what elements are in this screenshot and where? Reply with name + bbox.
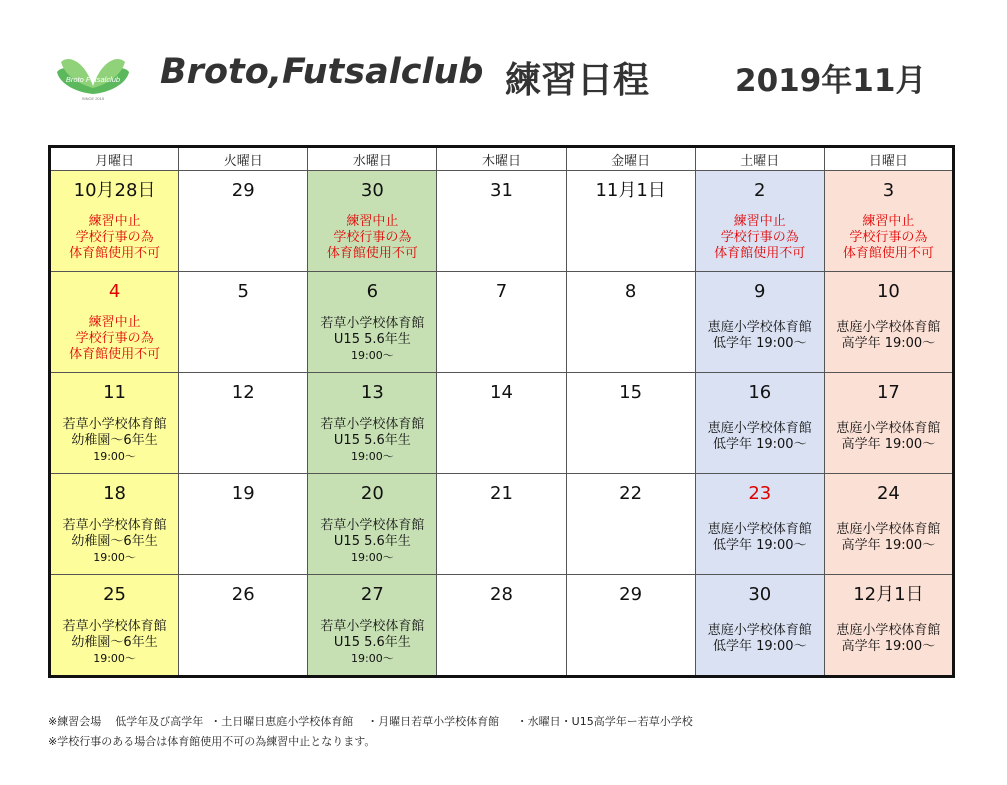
day-cell-tue — [179, 272, 308, 373]
practice-info — [825, 623, 952, 655]
day-cell-wed — [308, 272, 437, 373]
month-label: 2019年11月 — [735, 63, 927, 99]
day-number: 30 — [748, 584, 772, 605]
day-cell-tue — [179, 575, 308, 677]
day-cell-thu — [437, 575, 566, 677]
practice-info — [825, 320, 952, 352]
venue-name: 若草小学校体育館 — [62, 417, 167, 432]
day-number: 24 — [876, 483, 900, 504]
calendar-week-row — [50, 575, 954, 677]
venue-name: 若草小学校体育館 — [320, 619, 425, 634]
day-number: 10月28日 — [73, 180, 156, 201]
page-header — [0, 0, 1007, 140]
cancellation-note: 練習中止 学校行事の為 体育館使用不可 — [842, 214, 934, 261]
practice-info — [308, 518, 436, 565]
practice-time: 19:00〜 — [351, 652, 394, 665]
cancellation-note: 練習中止 学校行事の為 体育館使用不可 — [326, 214, 418, 261]
day-number: 29 — [231, 180, 255, 201]
day-number: 28 — [490, 584, 513, 605]
venue-name: 恵庭小学校体育館 — [707, 522, 812, 537]
practice-calendar — [48, 145, 955, 678]
day-cell-sat — [695, 272, 824, 373]
practice-info — [696, 522, 824, 554]
venue-name: 若草小学校体育館 — [62, 518, 167, 533]
practice-info — [696, 421, 824, 453]
day-cell-sun — [824, 474, 953, 575]
day-cell-thu — [437, 373, 566, 474]
day-cell-mon — [50, 272, 179, 373]
practice-time: 19:00〜 — [351, 349, 394, 362]
day-cell-sun — [824, 272, 953, 373]
day-number: 21 — [490, 483, 513, 504]
practice-info — [308, 316, 436, 363]
calendar-week-row — [50, 171, 954, 272]
club-logo — [55, 48, 131, 102]
day-number: 23 — [748, 483, 772, 504]
practice-time: 19:00〜 — [93, 652, 136, 665]
footer-cancel-note: ※学校行事のある場合は体育館使用不可の為練習中止となります。 — [48, 735, 376, 748]
group-label: 高学年 19:00〜 — [841, 437, 936, 452]
day-cell-wed — [308, 171, 437, 272]
practice-time: 19:00〜 — [93, 551, 136, 564]
venue-name: 恵庭小学校体育館 — [707, 623, 812, 638]
venue-name: 恵庭小学校体育館 — [707, 421, 812, 436]
group-label: 高学年 19:00〜 — [841, 639, 936, 654]
day-number: 17 — [876, 382, 900, 403]
calendar-week-row — [50, 373, 954, 474]
day-cell-sat — [695, 171, 824, 272]
group-label: U15 5.6年生 — [333, 635, 411, 650]
practice-info — [696, 320, 824, 352]
group-label: 高学年 19:00〜 — [841, 538, 936, 553]
practice-info — [308, 417, 436, 464]
day-cell-mon — [50, 575, 179, 677]
day-number: 4 — [108, 281, 121, 302]
calendar-week-row — [50, 474, 954, 575]
day-cell-fri — [566, 171, 695, 272]
day-number: 8 — [624, 281, 637, 302]
cancellation-note: 練習中止 学校行事の為 体育館使用不可 — [69, 214, 161, 261]
day-cell-fri — [566, 575, 695, 677]
day-number: 19 — [231, 483, 255, 504]
group-label: 低学年 19:00〜 — [712, 639, 807, 654]
day-cell-thu — [437, 171, 566, 272]
venue-name: 若草小学校体育館 — [320, 518, 425, 533]
venue-name: 若草小学校体育館 — [62, 619, 167, 634]
day-cell-sat — [695, 474, 824, 575]
weekday-fri: 金曜日 — [566, 147, 695, 171]
weekday-thu: 木曜日 — [437, 147, 566, 171]
day-cell-sun — [824, 575, 953, 677]
day-number: 26 — [231, 584, 255, 605]
day-number: 12月1日 — [853, 584, 924, 605]
group-label: U15 5.6年生 — [333, 332, 411, 347]
weekday-header-row — [50, 147, 954, 171]
group-label: 高学年 19:00〜 — [841, 336, 936, 351]
day-number: 14 — [490, 382, 513, 403]
day-number: 3 — [882, 180, 895, 201]
venue-name: 恵庭小学校体育館 — [836, 522, 941, 537]
practice-info — [51, 518, 178, 565]
practice-info — [825, 522, 952, 554]
day-cell-sat — [695, 575, 824, 677]
day-number: 2 — [754, 180, 766, 201]
day-cell-fri — [566, 474, 695, 575]
weekday-wed: 水曜日 — [308, 147, 437, 171]
day-cell-fri — [566, 373, 695, 474]
logo-year: SINCE 2015 — [81, 96, 105, 101]
day-number: 6 — [366, 281, 379, 302]
day-number: 11月1日 — [595, 180, 666, 201]
calendar-week-row — [50, 272, 954, 373]
day-cell-sun — [824, 373, 953, 474]
day-number: 9 — [754, 281, 766, 302]
day-number: 10 — [876, 281, 900, 302]
practice-time: 19:00〜 — [351, 551, 394, 564]
day-number: 5 — [237, 281, 249, 302]
group-label: 低学年 19:00〜 — [712, 538, 807, 553]
club-name: Broto,Futsalclub — [160, 52, 484, 92]
day-cell-fri — [566, 272, 695, 373]
venue-name: 若草小学校体育館 — [320, 316, 425, 331]
day-number: 7 — [495, 281, 508, 302]
venue-name: 恵庭小学校体育館 — [707, 320, 812, 335]
day-number: 22 — [619, 483, 643, 504]
logo-text: Broto Futsalclub — [65, 75, 121, 84]
day-cell-mon — [50, 373, 179, 474]
day-number: 29 — [619, 584, 643, 605]
day-number: 13 — [360, 382, 384, 403]
day-number: 27 — [360, 584, 384, 605]
weekday-sat: 土曜日 — [695, 147, 824, 171]
practice-info — [696, 623, 824, 655]
day-number: 31 — [490, 180, 513, 201]
day-cell-tue — [179, 373, 308, 474]
day-number: 25 — [103, 584, 127, 605]
day-cell-thu — [437, 474, 566, 575]
day-number: 16 — [748, 382, 772, 403]
practice-info — [825, 421, 952, 453]
group-label: 低学年 19:00〜 — [712, 437, 807, 452]
group-label: 低学年 19:00〜 — [712, 336, 807, 351]
venue-name: 恵庭小学校体育館 — [836, 320, 941, 335]
page-title: 練習日程 — [505, 60, 650, 101]
footer-notes — [48, 712, 693, 752]
day-cell-thu — [437, 272, 566, 373]
weekday-sun: 日曜日 — [824, 147, 953, 171]
group-label: 幼稚園〜6年生 — [71, 635, 158, 650]
practice-time: 19:00〜 — [351, 450, 394, 463]
weekday-tue: 火曜日 — [179, 147, 308, 171]
day-cell-sun — [824, 171, 953, 272]
day-cell-wed — [308, 575, 437, 677]
day-cell-tue — [179, 171, 308, 272]
day-number: 15 — [619, 382, 643, 403]
day-number: 11 — [103, 382, 127, 403]
day-cell-wed — [308, 373, 437, 474]
footer-venue-note: ※練習会場 低学年及び高学年 ・土日曜日恵庭小学校体育館 ・月曜日若草小学校体育館 ・水曜日・U15高学年ー若草小学校 — [48, 715, 693, 728]
cancellation-note: 練習中止 学校行事の為 体育館使用不可 — [714, 214, 806, 261]
group-label: U15 5.6年生 — [333, 433, 411, 448]
venue-name: 恵庭小学校体育館 — [836, 623, 941, 638]
day-number: 12 — [231, 382, 255, 403]
day-cell-wed — [308, 474, 437, 575]
venue-name: 恵庭小学校体育館 — [836, 421, 941, 436]
weekday-mon: 月曜日 — [50, 147, 179, 171]
practice-info — [308, 619, 436, 666]
day-cell-mon — [50, 171, 179, 272]
group-label: 幼稚園〜6年生 — [71, 433, 158, 448]
practice-info — [51, 619, 178, 666]
day-cell-sat — [695, 373, 824, 474]
cancellation-note: 練習中止 学校行事の為 体育館使用不可 — [69, 315, 161, 362]
day-number: 20 — [360, 483, 384, 504]
day-number: 30 — [360, 180, 384, 201]
practice-info — [51, 417, 178, 464]
day-cell-mon — [50, 474, 179, 575]
venue-name: 若草小学校体育館 — [320, 417, 425, 432]
group-label: 幼稚園〜6年生 — [71, 534, 158, 549]
day-number: 18 — [103, 483, 127, 504]
day-cell-tue — [179, 474, 308, 575]
practice-time: 19:00〜 — [93, 450, 136, 463]
group-label: U15 5.6年生 — [333, 534, 411, 549]
